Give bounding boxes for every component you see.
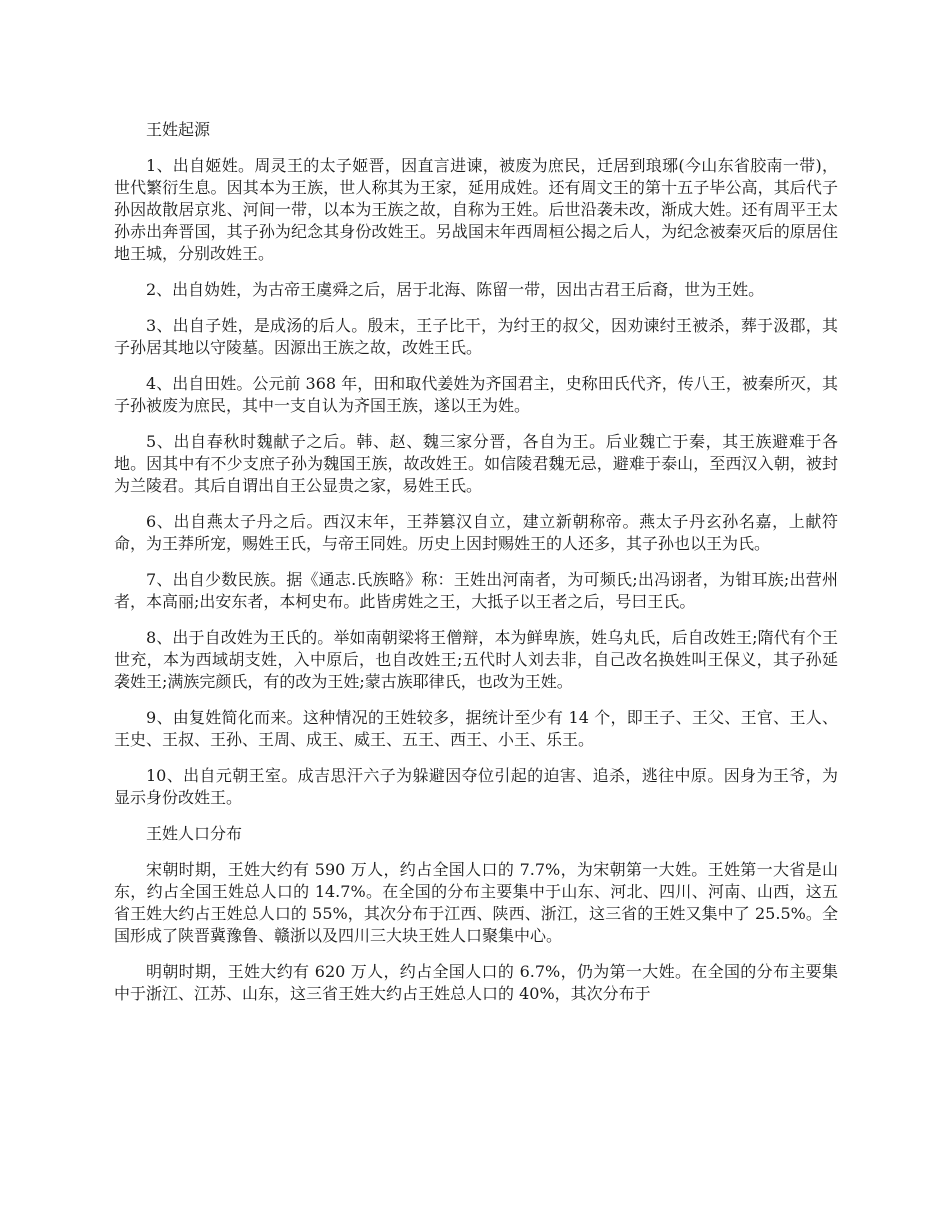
document-page bbox=[114, 119, 838, 1019]
origin-item-8: 8、出于自改姓为王氏的。举如南朝梁将王僧辩，本为鲜卑族，姓乌丸氏，后自改姓王;隋代有个王世充，本为西域胡支姓，入中原后，也自改姓王;五代时人刘去非，自己改名换姓叫王保义，其子孙延袭姓王;满族完颜氏，有的改为王姓;蒙古族耶律氏，也改为王姓。 bbox=[114, 628, 838, 691]
origin-item-4: 4、出自田姓。公元前 368 年，田和取代姜姓为齐国君主，史称田氏代齐，传八王，被秦所灭，其子孙被废为庶民，其中一支自认为齐国王族，遂以王为姓。 bbox=[114, 374, 838, 415]
distribution-song: 宋朝时期，王姓大约有 590 万人，约占全国人口的 7.7%，为宋朝第一大姓。王姓第一大省是山东，约占全国王姓总人口的 14.7%。在全国的分布主要集中于山东、河北、四川、河南、山西，这五省王姓大约占王姓总人口的 55%，其次分布于江西、陕西、浙江，这三省的王姓又集中了 25.5%。全国形成了陕晋冀豫鲁、赣浙以及四川三大块王姓人口聚集中心。 bbox=[114, 860, 838, 945]
origin-item-7: 7、出自少数民族。据《通志.氏族略》称：王姓出河南者，为可频氏;出冯诩者，为钳耳族;出营州者，本高丽;出安东者，本柯史布。此皆虏姓之王，大抵子以王者之后，号曰王氏。 bbox=[114, 570, 838, 611]
origin-item-5: 5、出自春秋时魏献子之后。韩、赵、魏三家分晋，各自为王。后业魏亡于秦，其王族避难于各地。因其中有不少支庶子孙为魏国王族，故改姓王。如信陵君魏无忌，避难于泰山，至西汉入朝，被封为兰陵君。其后自谓出自王公显贵之家，易姓王氏。 bbox=[114, 432, 838, 495]
origin-item-2: 2、出自妫姓，为古帝王虞舜之后，居于北海、陈留一带，因出古君王后裔，世为王姓。 bbox=[146, 280, 765, 299]
section-heading-distribution: 王姓人口分布 bbox=[146, 824, 243, 843]
origin-item-1: 1、出自姬姓。周灵王的太子姬晋，因直言进谏，被废为庶民，迁居到琅琊(今山东省胶南一带)，世代繁衍生息。因其本为王族，世人称其为王家，延用成姓。还有周文王的第十五子毕公高，其后代子孙因故散居京兆、河间一带，以本为王族之故，自称为王姓。后世沿袭未改，渐成大姓。还有周平王太孙赤出奔晋国，其子孙为纪念其身份改姓王。另战国末年西周桓公揭之后人，为纪念被秦灭后的原居住地王城，分别改姓王。 bbox=[114, 156, 838, 263]
origin-item-10: 10、出自元朝王室。成吉思汗六子为躲避因夺位引起的迫害、追杀，逃往中原。因身为王爷，为显示身份改姓王。 bbox=[114, 766, 838, 807]
origin-item-6: 6、出自燕太子丹之后。西汉末年，王莽篡汉自立，建立新朝称帝。燕太子丹玄孙名嘉，上献符命，为王莽所宠，赐姓王氏，与帝王同姓。历史上因封赐姓王的人还多，其子孙也以王为氏。 bbox=[114, 512, 838, 553]
section-heading-origin: 王姓起源 bbox=[146, 120, 211, 139]
distribution-ming: 明朝时期，王姓大约有 620 万人，约占全国人口的 6.7%，仍为第一大姓。在全国的分布主要集中于浙江、江苏、山东，这三省王姓大约占王姓总人口的 40%，其次分布于 bbox=[114, 962, 838, 1003]
origin-item-3: 3、出自子姓，是成汤的后人。殷末，王子比干，为纣王的叔父，因劝谏纣王被杀，葬于汲郡，其子孙居其地以守陵墓。因源出王族之故，改姓王氏。 bbox=[114, 316, 838, 357]
origin-item-9: 9、由复姓简化而来。这种情况的王姓较多，据统计至少有 14 个，即王子、王父、王官、王人、王史、王叔、王孙、王周、成王、威王、五王、西王、小王、乐王。 bbox=[114, 708, 838, 749]
